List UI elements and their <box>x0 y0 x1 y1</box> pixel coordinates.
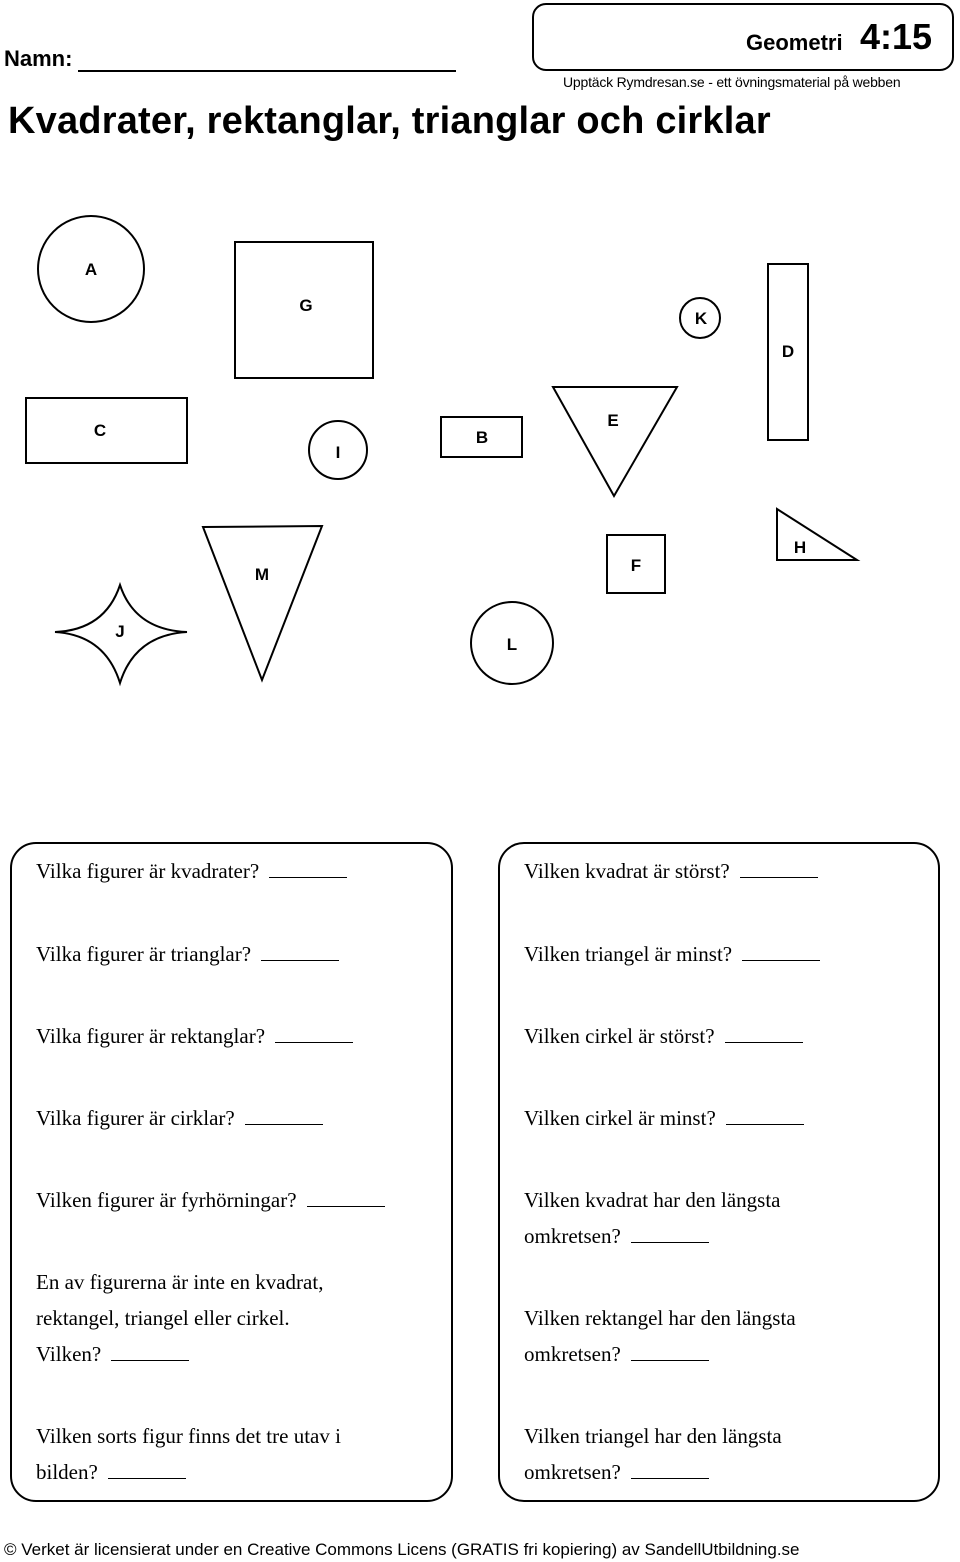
header-tagline: Upptäck Rymdresan.se - ett övningsmaterial på webben <box>563 74 901 90</box>
header-number: 4:15 <box>860 16 933 57</box>
name-label: Namn: <box>4 46 73 71</box>
answer-blank[interactable] <box>740 877 818 878</box>
question-square-perimeter: Vilken kvadrat har den längsta omkretsen? <box>524 1188 781 1248</box>
answer-blank[interactable] <box>631 1478 709 1479</box>
shape-label-d: D <box>781 342 795 361</box>
answer-blank[interactable] <box>726 1124 804 1125</box>
shape-label-f: F <box>630 556 642 575</box>
question-quadrilaterals: Vilken figurer är fyrhörningar? <box>36 1182 385 1218</box>
page-title: Kvadrater, rektanglar, trianglar och cirklar <box>8 100 771 142</box>
question-rectangles: Vilka figurer är rektanglar? <box>36 1018 353 1054</box>
answer-blank[interactable] <box>108 1478 186 1479</box>
name-input-line[interactable] <box>78 70 456 72</box>
question-triangles: Vilka figurer är trianglar? <box>36 936 339 972</box>
question-largest-square: Vilken kvadrat är störst? <box>524 853 818 889</box>
shape-label-k: K <box>694 309 708 328</box>
shape-label-i: I <box>335 443 341 462</box>
shape-label-g: G <box>299 296 313 315</box>
shape-c-rectangle <box>26 398 187 463</box>
question-rectangle-perimeter: Vilken rektangel har den längsta omkretsen? <box>524 1306 796 1366</box>
shape-label-e: E <box>607 411 619 430</box>
shape-label-a: A <box>84 260 98 279</box>
answer-blank[interactable] <box>275 1042 353 1043</box>
answer-blank[interactable] <box>742 960 820 961</box>
question-smallest-circle: Vilken cirkel är minst? <box>524 1100 804 1136</box>
answer-blank[interactable] <box>111 1360 189 1361</box>
question-smallest-triangle: Vilken triangel är minst? <box>524 936 820 972</box>
answer-blank[interactable] <box>269 877 347 878</box>
license-footer: © Verket är licensierat under en Creative Commons Licens (GRATIS fri kopiering) av SandellUtbildning.se <box>4 1540 800 1559</box>
shapes-figure <box>0 200 960 700</box>
shape-label-h: H <box>793 538 807 557</box>
shape-e-triangle <box>553 387 677 496</box>
shape-label-b: B <box>475 428 489 447</box>
shape-m-triangle <box>203 526 322 680</box>
answer-blank[interactable] <box>631 1242 709 1243</box>
question-three-of-kind: Vilken sorts figur finns det tre utav i bilden? <box>36 1424 341 1484</box>
shape-label-l: L <box>506 635 518 654</box>
header-subject: Geometri <box>746 30 843 55</box>
question-odd-one-out: En av figurerna är inte en kvadrat, rektangel, triangel eller cirkel. Vilken? <box>36 1270 324 1366</box>
answer-blank[interactable] <box>725 1042 803 1043</box>
answer-blank[interactable] <box>631 1360 709 1361</box>
answer-blank[interactable] <box>307 1206 385 1207</box>
question-triangle-perimeter: Vilken triangel har den längsta omkretsen? <box>524 1424 782 1484</box>
question-largest-circle: Vilken cirkel är störst? <box>524 1018 803 1054</box>
shape-h-triangle <box>777 509 857 560</box>
question-circles: Vilka figurer är cirklar? <box>36 1100 323 1136</box>
shape-label-c: C <box>93 421 107 440</box>
shape-label-j: J <box>115 622 125 641</box>
answer-blank[interactable] <box>261 960 339 961</box>
shape-label-m: M <box>254 565 270 584</box>
question-squares: Vilka figurer är kvadrater? <box>36 853 347 889</box>
answer-blank[interactable] <box>245 1124 323 1125</box>
